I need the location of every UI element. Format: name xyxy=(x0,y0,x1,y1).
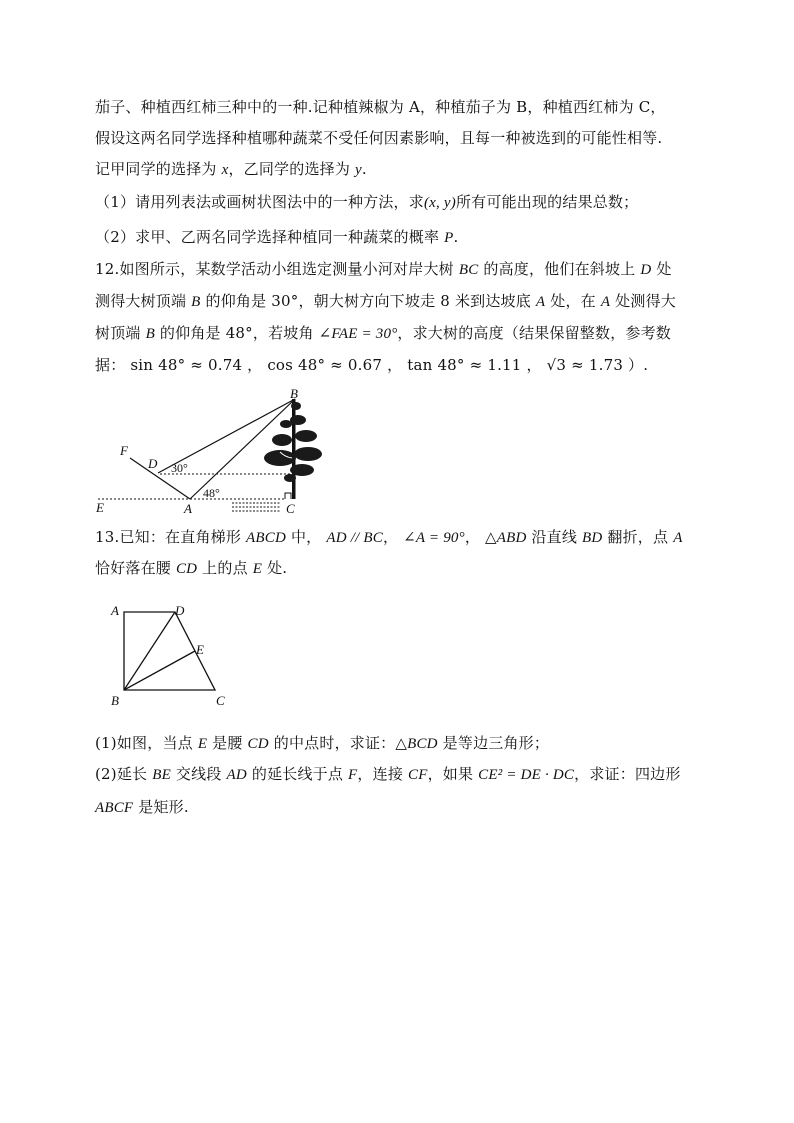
p12-line3: 树顶端 B 的仰角是 48°，若坡角 ∠FAE = 30°，求大树的高度（结果保留整数，参考数 xyxy=(95,324,672,342)
segment-be xyxy=(124,651,195,690)
label-e: E xyxy=(196,642,204,657)
label-e: E xyxy=(96,500,104,515)
p12-figure xyxy=(90,385,330,525)
p11-line2: 假设这两名同学选择种植哪种蔬菜不受任何因素影响，且每一种被选到的可能性相等. xyxy=(95,129,663,147)
river-hatch xyxy=(232,503,281,511)
label-a: A xyxy=(111,603,119,618)
p11-question2: （2）求甲、乙两名同学选择种植同一种蔬菜的概率 P. xyxy=(95,228,459,246)
p13-line2: 恰好落在腰 CD 上的点 E 处. xyxy=(95,559,288,577)
label-b: B xyxy=(111,693,119,708)
label-d: D xyxy=(175,603,185,618)
angle-48-label: 48° xyxy=(203,486,220,500)
p13-figure xyxy=(105,600,235,710)
p12-line2: 测得大树顶端 B 的仰角是 30°，朝大树方向下坡走 8 米到达坡底 A 处，在 A 处测得大 xyxy=(95,292,676,310)
p11-question1: （1）请用列表法或画树状图法中的一种方法，求(x, y)所有可能出现的结果总数； xyxy=(95,193,639,211)
p13-question2: (2)延长 BE 交线段 AD 的延长线于点 F，连接 CF，如果 CE² = DE · DC，求证：四边形 xyxy=(95,765,681,783)
label-c: C xyxy=(286,501,295,516)
p12-line1: 12.如图所示，某数学活动小组选定测量小河对岸大树 BC 的高度，他们在斜坡上 D 处 xyxy=(95,260,672,278)
p11-line1: 茄子、种植西红柿三种中的一种.记种植辣椒为 A，种植茄子为 B，种植西红柿为 C， xyxy=(95,98,666,116)
sightline-a-b xyxy=(190,399,295,499)
label-f: F xyxy=(120,443,128,458)
label-b: B xyxy=(290,386,298,401)
segment-bd xyxy=(124,612,175,690)
label-c: C xyxy=(216,693,225,708)
right-angle-marker xyxy=(285,493,291,499)
p13-question2-cont: ABCF 是矩形. xyxy=(95,798,189,816)
angle-30-label: 30° xyxy=(171,461,188,475)
p13-question1: (1)如图，当点 E 是腰 CD 的中点时，求证：△BCD 是等边三角形； xyxy=(95,734,550,752)
p12-line4: 据： sin 48° ≈ 0.74 ， cos 48° ≈ 0.67 ， tan 48° ≈ 1.11 ， √3 ≈ 1.73 ）. xyxy=(95,356,649,374)
p13-line1: 13.已知：在直角梯形 ABCD 中， AD // BC， ∠A = 90°， △ABD 沿直线 BD 翻折，点 A xyxy=(95,528,683,546)
p11-line3: 记甲同学的选择为 x，乙同学的选择为 y. xyxy=(95,160,367,178)
tree-icon xyxy=(264,399,322,499)
label-a: A xyxy=(184,501,192,516)
label-d: D xyxy=(148,456,158,471)
